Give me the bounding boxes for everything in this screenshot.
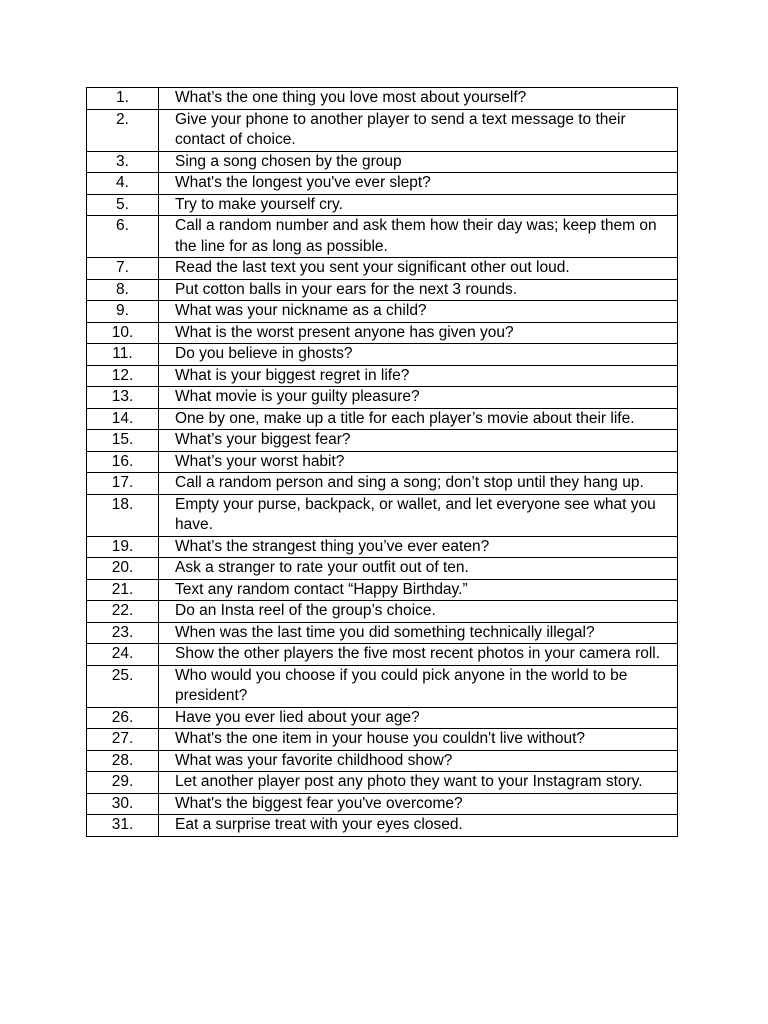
row-text: Ask a stranger to rate your outfit out of ten. — [159, 558, 678, 580]
row-text: What’s the one thing you love most about yourself? — [159, 88, 678, 110]
row-number: 2. — [87, 109, 159, 151]
row-number: 26. — [87, 707, 159, 729]
table-row — [87, 301, 678, 323]
row-text: Show the other players the five most recent photos in your camera roll. — [159, 644, 678, 666]
row-text: What's the one item in your house you couldn't live without? — [159, 729, 678, 751]
row-number: 28. — [87, 750, 159, 772]
row-text: What’s your worst habit? — [159, 451, 678, 473]
row-number: 15. — [87, 430, 159, 452]
row-text: Who would you choose if you could pick anyone in the world to be president? — [159, 665, 678, 707]
row-number: 9. — [87, 301, 159, 323]
row-text: Text any random contact “Happy Birthday.” — [159, 579, 678, 601]
row-number: 24. — [87, 644, 159, 666]
row-text: Do you believe in ghosts? — [159, 344, 678, 366]
table-row — [87, 387, 678, 409]
row-text: What’s your biggest fear? — [159, 430, 678, 452]
row-text: Sing a song chosen by the group — [159, 151, 678, 173]
table-row — [87, 451, 678, 473]
row-text: What movie is your guilty pleasure? — [159, 387, 678, 409]
row-text: What’s the strangest thing you’ve ever eaten? — [159, 536, 678, 558]
row-number: 16. — [87, 451, 159, 473]
row-text: What's the biggest fear you've overcome? — [159, 793, 678, 815]
table-row — [87, 430, 678, 452]
table-row — [87, 151, 678, 173]
row-number: 14. — [87, 408, 159, 430]
row-text: What is the worst present anyone has given you? — [159, 322, 678, 344]
row-text: What's the longest you've ever slept? — [159, 173, 678, 195]
row-text: Put cotton balls in your ears for the next 3 rounds. — [159, 279, 678, 301]
row-number: 11. — [87, 344, 159, 366]
table-row — [87, 88, 678, 110]
table-row — [87, 494, 678, 536]
table-row — [87, 194, 678, 216]
table-row — [87, 216, 678, 258]
table-row — [87, 772, 678, 794]
table-row — [87, 729, 678, 751]
table-row — [87, 707, 678, 729]
questions-table — [86, 87, 678, 837]
row-text: What was your favorite childhood show? — [159, 750, 678, 772]
row-number: 4. — [87, 173, 159, 195]
row-number: 30. — [87, 793, 159, 815]
table-row — [87, 750, 678, 772]
row-number: 31. — [87, 815, 159, 837]
row-text: Call a random number and ask them how their day was; keep them on the line for as long as possible. — [159, 216, 678, 258]
row-number: 12. — [87, 365, 159, 387]
table-row — [87, 558, 678, 580]
row-number: 5. — [87, 194, 159, 216]
row-number: 29. — [87, 772, 159, 794]
row-number: 25. — [87, 665, 159, 707]
row-number: 22. — [87, 601, 159, 623]
row-number: 13. — [87, 387, 159, 409]
table-row — [87, 279, 678, 301]
row-number: 6. — [87, 216, 159, 258]
table-row — [87, 622, 678, 644]
row-text: Read the last text you sent your significant other out loud. — [159, 258, 678, 280]
table-row — [87, 258, 678, 280]
row-number: 23. — [87, 622, 159, 644]
table-row — [87, 473, 678, 495]
table-body — [87, 88, 678, 837]
table-row — [87, 173, 678, 195]
table-row — [87, 322, 678, 344]
table-row — [87, 601, 678, 623]
row-number: 18. — [87, 494, 159, 536]
table-row — [87, 344, 678, 366]
row-text: What was your nickname as a child? — [159, 301, 678, 323]
row-number: 3. — [87, 151, 159, 173]
row-number: 7. — [87, 258, 159, 280]
row-text: Do an Insta reel of the group’s choice. — [159, 601, 678, 623]
table-row — [87, 815, 678, 837]
row-text: Call a random person and sing a song; don’t stop until they hang up. — [159, 473, 678, 495]
table-row — [87, 793, 678, 815]
row-number: 19. — [87, 536, 159, 558]
row-number: 1. — [87, 88, 159, 110]
row-number: 17. — [87, 473, 159, 495]
row-text: Eat a surprise treat with your eyes closed. — [159, 815, 678, 837]
table-row — [87, 644, 678, 666]
table-row — [87, 579, 678, 601]
row-text: Empty your purse, backpack, or wallet, and let everyone see what you have. — [159, 494, 678, 536]
row-text: Have you ever lied about your age? — [159, 707, 678, 729]
table-row — [87, 536, 678, 558]
table-row — [87, 408, 678, 430]
row-text: When was the last time you did something technically illegal? — [159, 622, 678, 644]
row-number: 27. — [87, 729, 159, 751]
row-text: Let another player post any photo they want to your Instagram story. — [159, 772, 678, 794]
row-text: Give your phone to another player to send a text message to their contact of choice. — [159, 109, 678, 151]
table-row — [87, 665, 678, 707]
row-number: 8. — [87, 279, 159, 301]
row-text: Try to make yourself cry. — [159, 194, 678, 216]
table-row — [87, 109, 678, 151]
row-text: What is your biggest regret in life? — [159, 365, 678, 387]
table-row — [87, 365, 678, 387]
row-number: 21. — [87, 579, 159, 601]
row-number: 10. — [87, 322, 159, 344]
row-number: 20. — [87, 558, 159, 580]
row-text: One by one, make up a title for each player’s movie about their life. — [159, 408, 678, 430]
